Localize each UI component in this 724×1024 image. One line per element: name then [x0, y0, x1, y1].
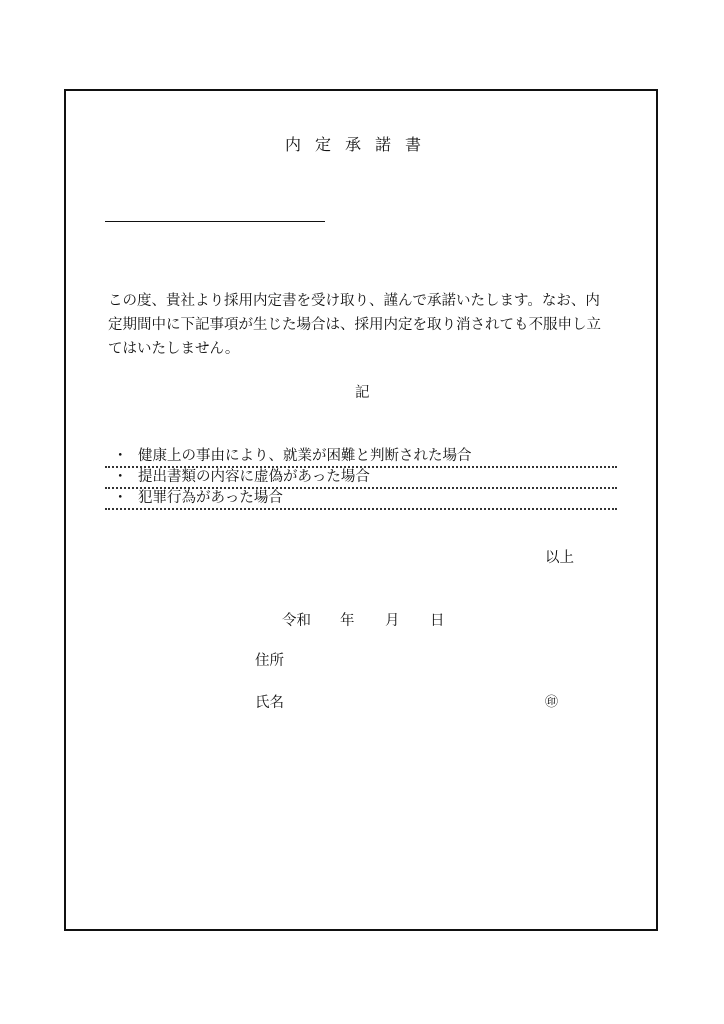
date-year: 年 — [340, 613, 355, 629]
date-month: 月 — [385, 613, 400, 629]
list-item — [105, 446, 617, 468]
bullet: ・ — [113, 469, 128, 485]
closing-text: 以上 — [545, 550, 574, 566]
seal-mark: ㊞ — [545, 695, 559, 710]
addressee-line — [105, 221, 325, 222]
document-border — [64, 89, 658, 931]
list-item-text: 提出書類の内容に虚偽があった場合 — [138, 469, 370, 485]
body-paragraph: この度、貴社より採用内定書を受け取り、謹んで承諾いたします。なお、内定期間中に下記事項が生じた場合は、採用内定を取り消されても不服申し立てはいたしません。 — [108, 293, 601, 357]
list-item — [105, 467, 617, 489]
name-label: 氏名 — [255, 695, 284, 711]
list-item — [105, 488, 617, 510]
ki-heading: 記 — [355, 385, 370, 401]
bullet: ・ — [113, 448, 128, 464]
list-item-text: 犯罪行為があった場合 — [138, 490, 283, 506]
address-label: 住所 — [255, 653, 284, 669]
document-title: 内定承諾書 — [285, 135, 436, 154]
date-era: 令和 — [282, 613, 311, 629]
list-item-text: 健康上の事由により、就業が困難と判断された場合 — [138, 448, 472, 464]
bullet: ・ — [113, 490, 128, 506]
date-day: 日 — [430, 613, 445, 629]
